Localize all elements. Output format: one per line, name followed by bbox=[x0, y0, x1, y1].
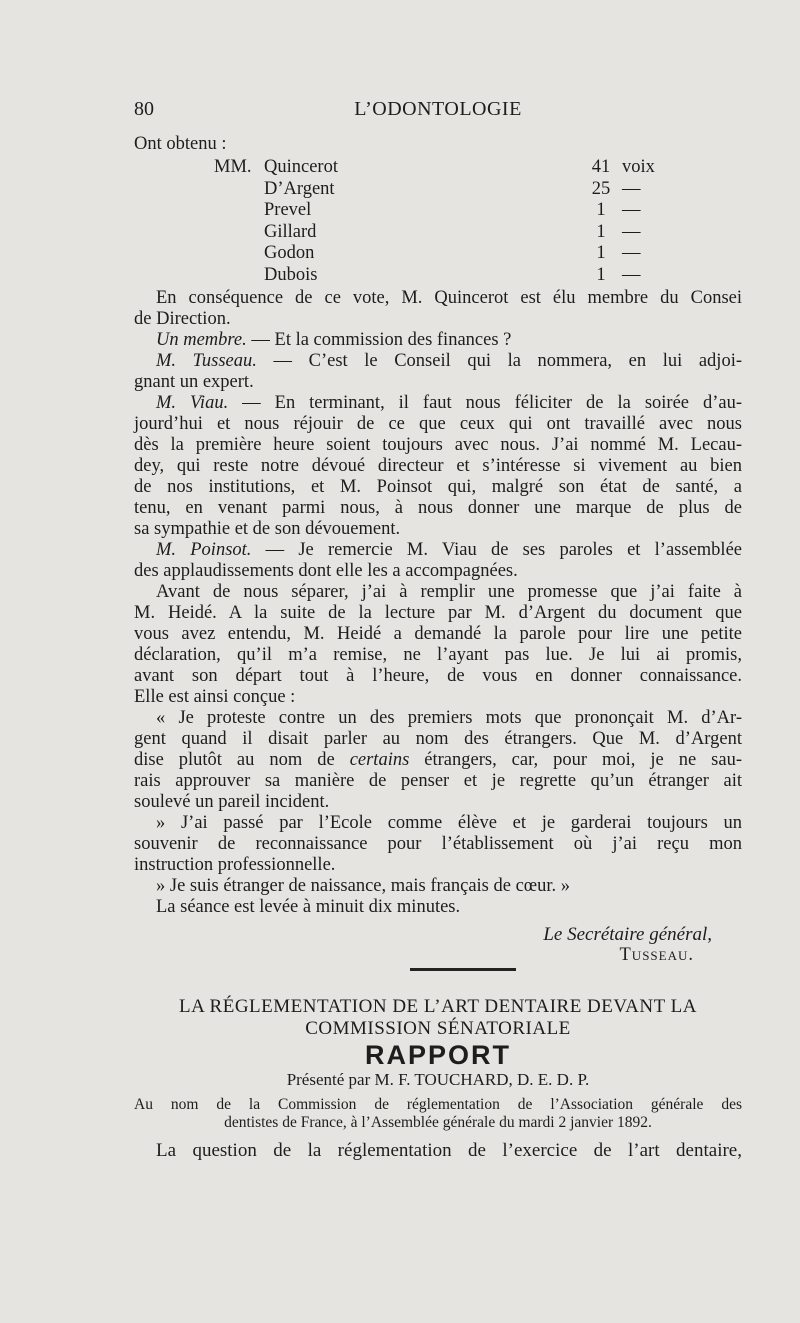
vote-row bbox=[134, 157, 742, 179]
vote-unit: — bbox=[622, 178, 641, 199]
speaker-name: Un membre. bbox=[156, 330, 247, 350]
paragraph-line: dise plutôt au nom de certains étrangers, car, pour moi, je ne sau- bbox=[134, 750, 742, 770]
speaker-name: M. Poinsot. bbox=[156, 540, 252, 560]
vote-prefix: MM. bbox=[214, 157, 252, 177]
text-line: déclaration, qu’il m’a remise, ne l’ayant pas lue. Je lui ai promis, bbox=[134, 645, 742, 665]
running-title: L’ODONTOLOGIE bbox=[354, 98, 522, 120]
vote-row bbox=[134, 243, 742, 265]
text-line: dentistes de France, à l’Assemblée générale du mardi 2 janvier 1892. bbox=[224, 1114, 652, 1131]
text-line: vous avez entendu, M. Heidé a demandé la parole pour lire une petite bbox=[134, 624, 742, 644]
article-title-line: COMMISSION SÉNATORIALE bbox=[305, 1018, 571, 1039]
vote-unit: — bbox=[622, 264, 641, 285]
text-line: Avant de nous séparer, j’ai à remplir une promesse que j’ai faite à bbox=[156, 582, 742, 602]
signature bbox=[134, 924, 742, 966]
body-text bbox=[134, 288, 742, 918]
vote-unit: — bbox=[622, 243, 641, 264]
candidate-name: Dubois bbox=[264, 264, 318, 285]
text-line: gnant un expert. bbox=[134, 372, 254, 392]
vote-count: 1 bbox=[596, 221, 606, 242]
article-title-line: LA RÉGLEMENTATION DE L’ART DENTAIRE DEVANT LA bbox=[179, 996, 697, 1017]
candidate-name: Quincerot bbox=[264, 157, 338, 177]
text-line: soulevé un pareil incident. bbox=[134, 792, 330, 812]
text-line: M. Heidé. A la suite de la lecture par M. d’Argent du document que bbox=[134, 603, 742, 623]
text-line: dès la première heure soient toujours avec nous. J’ai nommé M. Lecau- bbox=[134, 435, 742, 455]
paragraph-line: M. Tusseau. — C’est le Conseil qui la nommera, en lui adjoi- bbox=[156, 351, 742, 371]
vote-unit: — bbox=[622, 221, 641, 242]
text-line: avant son départ tout à l’heure, de vous en donner connaissance. bbox=[134, 666, 742, 686]
report-heading: RAPPORT bbox=[364, 1040, 511, 1070]
vote-count: 1 bbox=[596, 243, 606, 264]
votes-intro: Ont obtenu : bbox=[134, 134, 227, 154]
candidate-name: Prevel bbox=[264, 200, 312, 221]
text-line: instruction professionnelle. bbox=[134, 855, 336, 875]
text-line: » Je suis étranger de naissance, mais français de cœur. » bbox=[156, 876, 571, 896]
text-line: rais approuver sa manière de penser et je regrette qu’un étranger ait bbox=[134, 771, 742, 791]
vote-row bbox=[134, 265, 742, 287]
vote-count: 1 bbox=[596, 200, 606, 221]
vote-row bbox=[134, 179, 742, 201]
page-number: 80 bbox=[134, 98, 154, 120]
speaker-name: M. Tusseau. bbox=[156, 351, 257, 371]
text-line: Au nom de la Commission de réglementation de l’Association générale des bbox=[134, 1096, 742, 1113]
speaker-name: M. Viau. bbox=[156, 393, 229, 413]
vote-unit: voix bbox=[622, 157, 655, 177]
text-line: dey, qui reste notre dévoué directeur et s’intéresse si vivement au bien bbox=[134, 456, 742, 476]
text-line: La séance est levée à minuit dix minutes. bbox=[156, 897, 461, 917]
page-header bbox=[134, 98, 742, 128]
text-line: En conséquence de ce vote, M. Quincerot est élu membre du Consei bbox=[156, 288, 742, 308]
text-line: sa sympathie et de son dévouement. bbox=[134, 519, 401, 539]
candidate-name: D’Argent bbox=[264, 178, 335, 199]
vote-results bbox=[134, 157, 742, 287]
vote-unit: — bbox=[622, 200, 641, 221]
text-line: jourd’hui et nous réjouir de ce que ceux qui ont travaillé avec nous bbox=[134, 414, 742, 434]
article-opening: La question de la réglementation de l’exercice de l’art dentaire, bbox=[156, 1140, 742, 1161]
text-line: Elle est ainsi conçue : bbox=[134, 687, 296, 707]
candidate-name: Gillard bbox=[264, 221, 317, 242]
vote-count: 1 bbox=[596, 264, 606, 285]
vote-count: 25 bbox=[591, 178, 611, 199]
text-line: tenu, en venant parmi nous, à nous donner une marque de plus de bbox=[134, 498, 742, 518]
text-line: « Je proteste contre un des premiers mots que prononçait M. d’Ar- bbox=[156, 708, 742, 728]
candidate-name: Godon bbox=[264, 243, 315, 264]
text-line: souvenir de reconnaissance pour l’établissement où j’ai reçu mon bbox=[134, 834, 742, 854]
paragraph-line: M. Viau. — En terminant, il faut nous féliciter de la soirée d’au- bbox=[156, 393, 742, 413]
vote-row bbox=[134, 200, 742, 222]
vote-count: 41 bbox=[591, 157, 611, 177]
signature-role: Le Secrétaire général, bbox=[543, 924, 712, 945]
paragraph-line: M. Poinsot. — Je remercie M. Viau de ses paroles et l’assemblée bbox=[156, 540, 742, 560]
paragraph-line: Un membre. — Et la commission des finances ? bbox=[156, 330, 512, 350]
section-divider bbox=[410, 968, 516, 971]
commission-note bbox=[134, 1096, 742, 1132]
text-line: de Direction. bbox=[134, 309, 231, 329]
signature-name: Tusseau. bbox=[619, 945, 694, 965]
text-line: des applaudissements dont elle les a accompagnées. bbox=[134, 561, 518, 581]
report-author: Présenté par M. F. TOUCHARD, D. E. D. P. bbox=[286, 1070, 590, 1089]
article-title bbox=[134, 996, 742, 1040]
text-line: gent quand il disait parler au nom des étrangers. Que M. d’Argent bbox=[134, 729, 742, 749]
vote-row bbox=[134, 222, 742, 244]
text-line: de nos institutions, et M. Poinsot qui, malgré son état de santé, a bbox=[134, 477, 742, 497]
text-line: » J’ai passé par l’Ecole comme élève et je garderai toujours un bbox=[156, 813, 742, 833]
